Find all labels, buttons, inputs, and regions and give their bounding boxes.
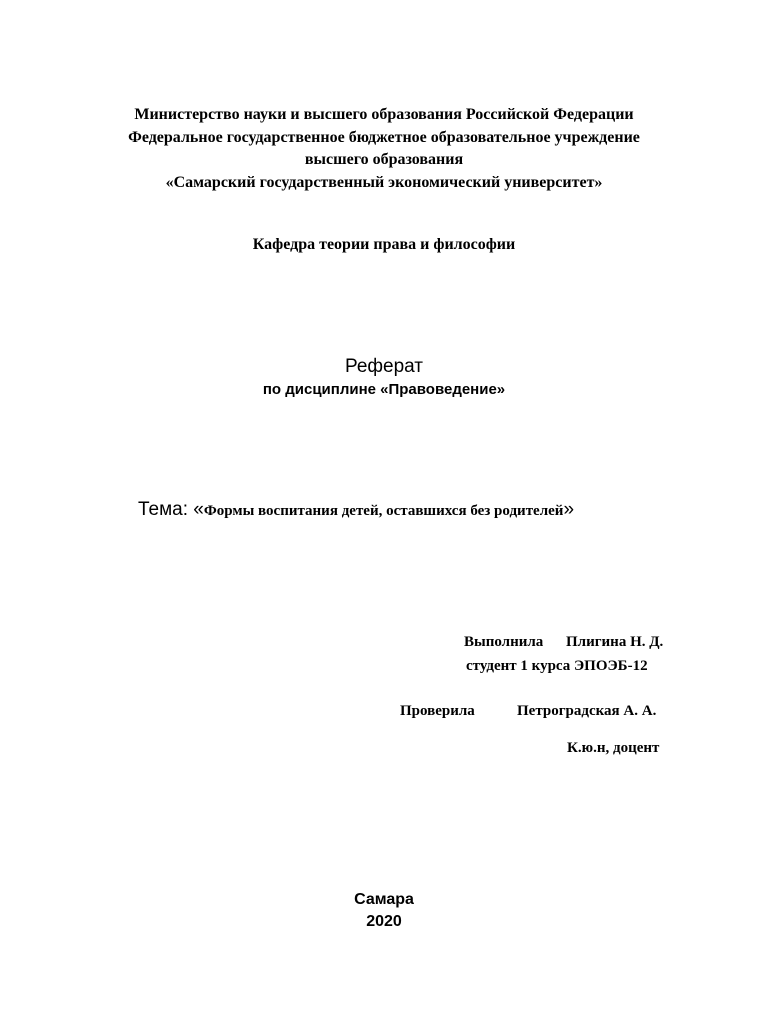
- performer-info: студент 1 курса ЭПОЭБ-12: [466, 658, 648, 674]
- education-level-line: высшего образования: [304, 151, 464, 168]
- work-title: Реферат: [344, 356, 424, 377]
- topic-text: Формы воспитания детей, оставшихся без родителей: [203, 503, 564, 519]
- checker-name: Петроградская А. А.: [517, 703, 657, 719]
- year: 2020: [366, 913, 402, 930]
- institution-type-line: Федеральное государственное бюджетное образовательное учреждение: [128, 129, 640, 146]
- performer-label: Выполнила: [464, 634, 544, 650]
- topic-label: Тема: «: [138, 499, 204, 520]
- topic-close-quote: »: [563, 499, 575, 520]
- topic-line: [138, 499, 574, 521]
- checker-label: Проверила: [400, 703, 475, 719]
- university-name-line: «Самарский государственный экономический университет»: [165, 174, 603, 191]
- work-subtitle: по дисциплине «Правоведение»: [262, 381, 506, 398]
- performer-name: Плигина Н. Д.: [566, 634, 664, 650]
- department-name: Кафедра теории права и философии: [252, 236, 516, 253]
- ministry-line: Министерство науки и высшего образования Российской Федерации: [134, 106, 634, 123]
- checker-degree: К.ю.н, доцент: [567, 740, 660, 756]
- city: Самара: [354, 891, 414, 908]
